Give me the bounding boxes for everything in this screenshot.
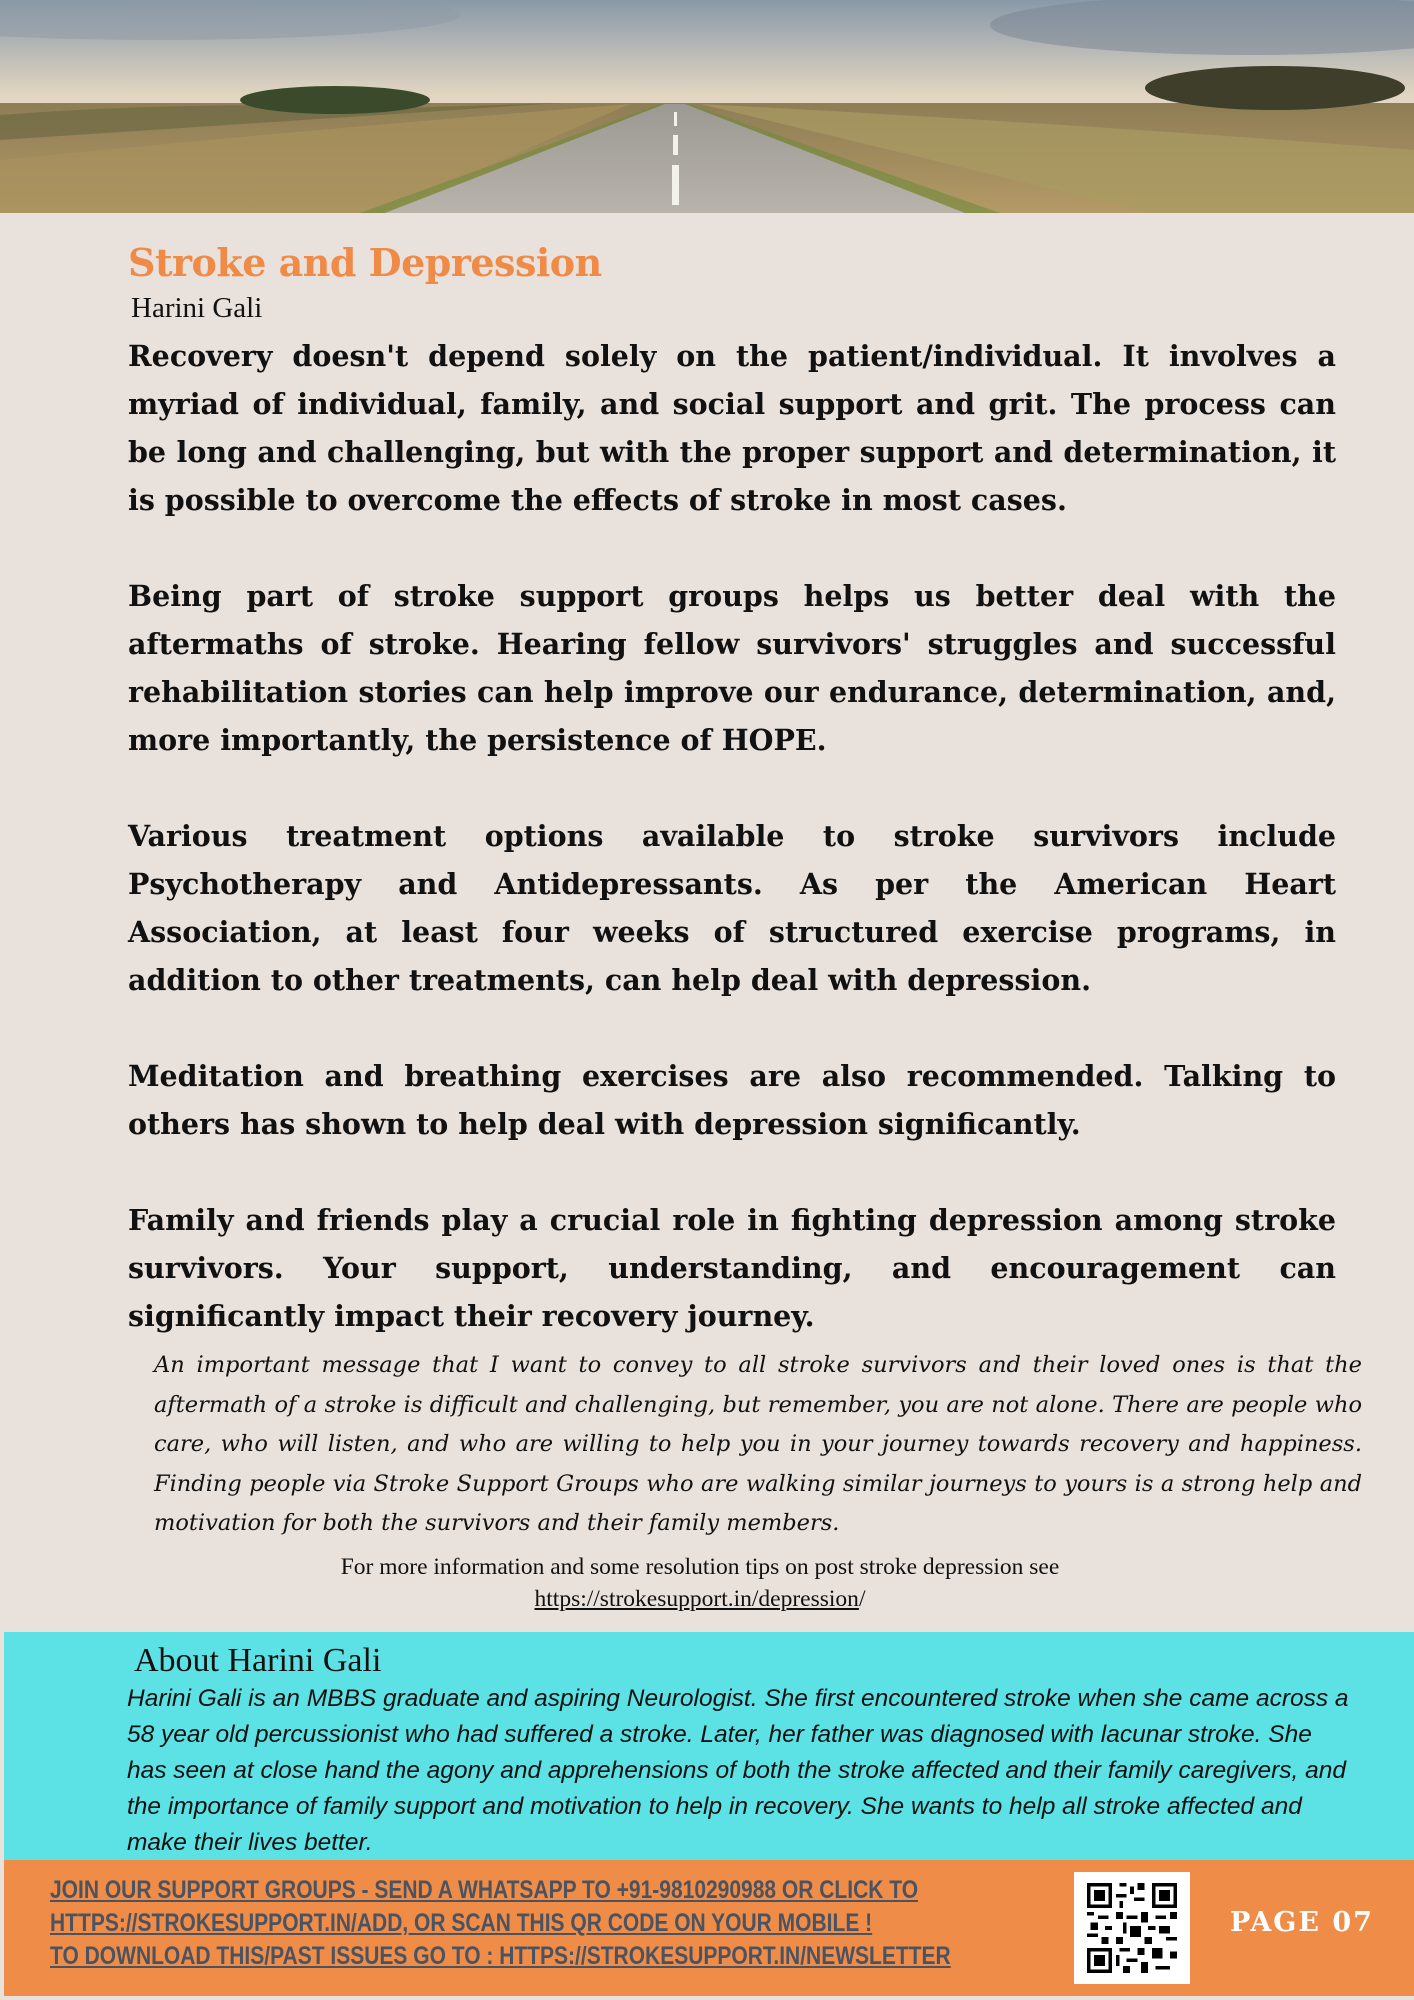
about-title: About Harini Gali (134, 1642, 382, 1679)
header-road-image (0, 0, 1414, 213)
article-body (128, 332, 1336, 1340)
footer-links (50, 1874, 1070, 1973)
footer-bar (4, 1860, 1414, 1996)
footer-link-newsletter[interactable]: TO DOWNLOAD THIS/PAST ISSUES GO TO : HTTPS://STROKESUPPORT.IN/NEWSLETTER (50, 1942, 951, 1970)
link-suffix: / (858, 1586, 866, 1612)
footer-link-support-groups[interactable]: JOIN OUR SUPPORT GROUPS - SEND A WHATSAPP TO +91-9810290988 OR CLICK TO (50, 1876, 919, 1904)
body-paragraph: Recovery doesn't depend solely on the patient/individual. It involves a myriad of individual, family, and social support and grit. The process can be long and challenging, but with the proper support and determination, it is possible to overcome the effects of stroke in most cases. (128, 339, 1336, 517)
more-info-text: For more information and some resolution tips on post stroke depression see (340, 1554, 1060, 1580)
article-author: Harini Gali (131, 292, 263, 324)
page-number: PAGE 07 (1230, 1907, 1374, 1938)
qr-code-icon (1087, 1883, 1177, 1973)
depression-link[interactable]: https://strokesupport.in/depression (534, 1586, 859, 1612)
body-paragraph: Meditation and breathing exercises are also recommended. Talking to others has shown to help deal with depression significantly. (128, 1059, 1336, 1141)
about-author-panel (4, 1632, 1414, 1860)
pull-quote: An important message that I want to convey to all stroke survivors and their loved ones is that the aftermath of a stroke is difficult and challenging, but remember, you are not alone. There are people who care, who will listen, and who are willing to help you in your journey towards recovery and happiness. Finding people via Stroke Support Groups who are walking similar journeys to yours is a strong help and motivation for both the survivors and their family members. (154, 1352, 1362, 1536)
qr-code[interactable] (1074, 1872, 1190, 1984)
body-paragraph: Family and friends play a crucial role in fighting depression among stroke survivors. Your support, understanding, and encouragement can significantly impact their recovery journey. (128, 1203, 1336, 1333)
article-title: Stroke and Depression (128, 240, 602, 285)
footer-link-add[interactable]: HTTPS://STROKESUPPORT.IN/ADD, OR SCAN THIS QR CODE ON YOUR MOBILE ! (50, 1909, 873, 1937)
about-text: Harini Gali is an MBBS graduate and aspiring Neurologist. She first encountered stroke when she came across a 58 year old percussionist who had suffered a stroke. Later, her father was diagnosed with lacunar stroke. She has seen at close hand the agony and apprehensions of both the stroke affected and their family caregivers, and the importance of family support and motivation to help in recovery. She wants to help all stroke affected and make their lives better. (127, 1685, 1349, 1856)
body-paragraph: Various treatment options available to stroke survivors include Psychotherapy and Antidepressants. As per the American Heart Association, at least four weeks of structured exercise programs, in addition to other treatments, can help deal with depression. (128, 819, 1336, 997)
more-info-link-line (0, 1583, 1400, 1615)
more-info (0, 1551, 1400, 1615)
body-paragraph: Being part of stroke support groups helps us better deal with the aftermaths of stroke. Hearing fellow survivors' struggles and successful rehabilitation stories can help improve our endurance, determination, and, more importantly, the persistence of HOPE. (128, 579, 1336, 757)
